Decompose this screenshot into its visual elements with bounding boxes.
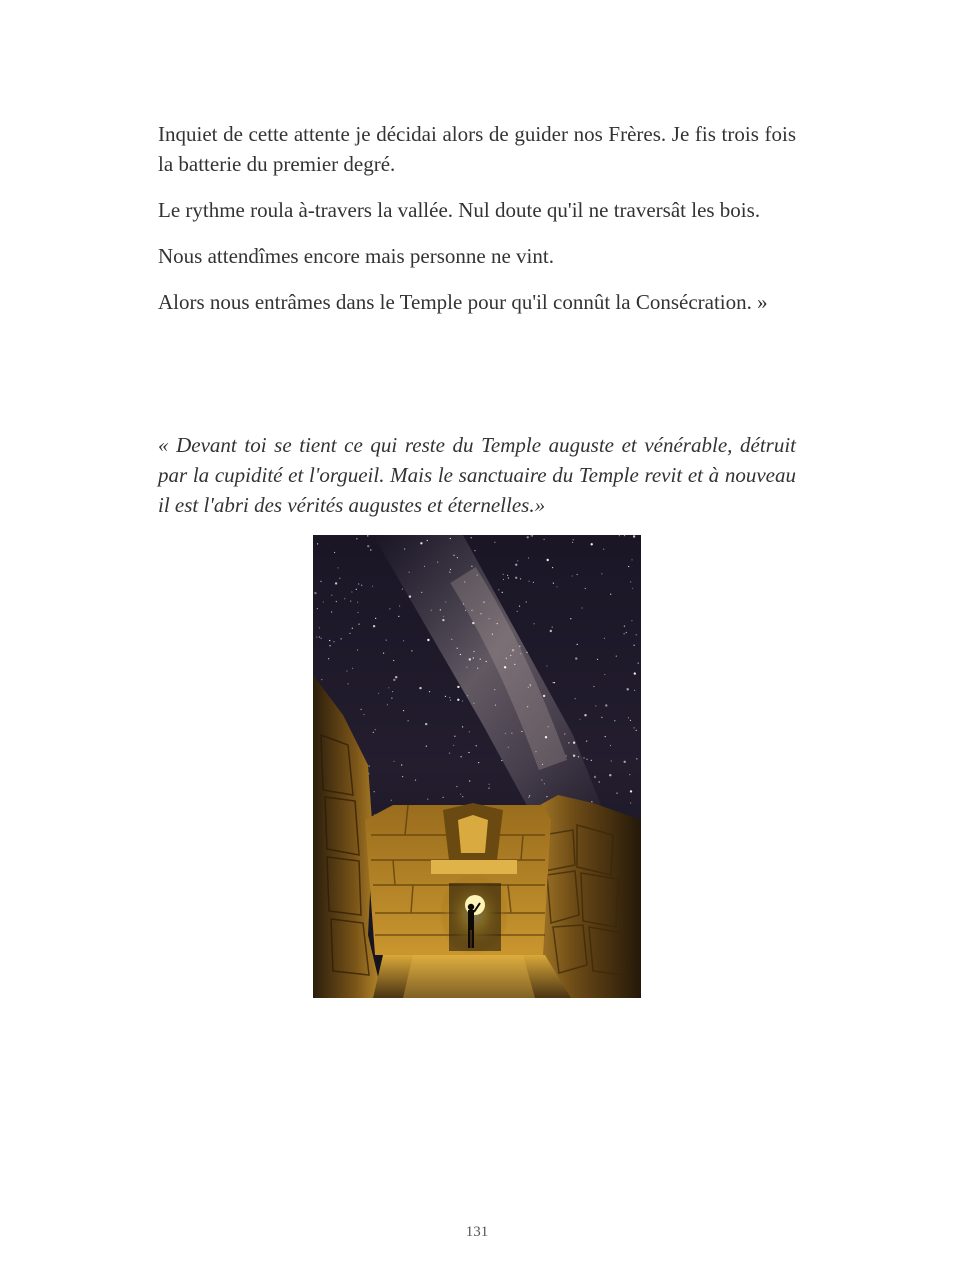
page-number: 131 [465, 1224, 489, 1240]
body-text [158, 119, 796, 333]
paragraph-3: Nous attendîmes encore mais personne ne vint. [158, 244, 554, 268]
italic-quote: « Devant toi se tient ce qui reste du Temple auguste et vénérable, détruit par la cupidité et l'orgueil. Mais le sanctuaire du Temple revit et à nouveau il est l'abri des vérités augustes et éternelles.» [158, 433, 796, 517]
temple-night-photo [313, 535, 641, 998]
paragraph-1: Inquiet de cette attente je décidai alors de guider nos Frères. Je fis trois fois la batterie du premier degré. [158, 122, 796, 176]
paragraph-4: Alors nous entrâmes dans le Temple pour qu'il connût la Consécration. » [158, 290, 768, 314]
paragraph-2: Le rythme roula à-travers la vallée. Nul doute qu'il ne traversât les bois. [158, 198, 761, 222]
